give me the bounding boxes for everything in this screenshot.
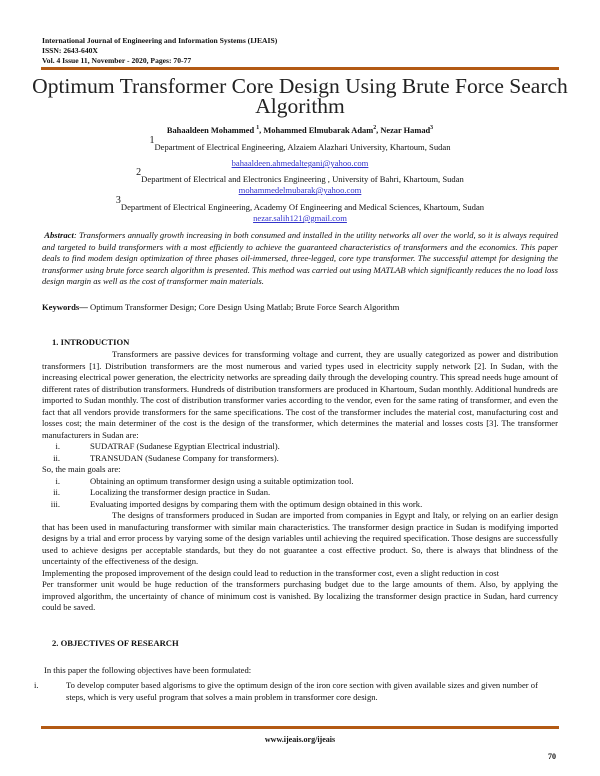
list-number: ii. xyxy=(53,452,60,463)
email-link-1[interactable]: bahaaldeen.ahmedaltegani@yahoo.com xyxy=(231,158,369,168)
footer-url[interactable]: www.ijeais.org/ijeais xyxy=(264,735,336,744)
header-rule xyxy=(41,67,559,70)
list-number: ii. xyxy=(53,487,60,497)
list-number: i. xyxy=(34,680,39,690)
affiliation-sup: 3 xyxy=(115,195,121,206)
abstract-text: : Transformers annually growth increasing in both consumed and installed in the utility networks all over the world, so it is always required and targeted to build transformers with a most efficiently to achieve the guaranteed characteristics of transformers and the economics. This paper deals to find modem design optimization of three phases oil-immersed, three-legged, core type transformer. The successful attempt for designing the transformer using brute force search algorithm is presented. This method was carried out using MATLAB which significantly reduces the no load loss design margin as well as the cost of transformer main materials. xyxy=(42,230,558,286)
list-item xyxy=(42,453,558,465)
affiliation-3 xyxy=(20,195,580,212)
list-number: i. xyxy=(55,475,60,486)
goals-intro: So, the main goals are: xyxy=(42,464,121,474)
list-number: i. xyxy=(55,441,60,451)
list-item xyxy=(42,487,558,499)
list-text: TRANSUDAN (Sudanese Company for transformers). xyxy=(90,452,279,463)
abstract-label: Abstract xyxy=(44,230,74,240)
intro-paragraph-4: Per transformer unit would be huge reduction of the transformers purchasing budget due to the large amounts of them. Also, by applying the improved algorithm, the uncertainty of chance of minimum cost is vanished. By localizing the transformer design practice in Sudan, hard currency could be saved. xyxy=(42,579,558,612)
list-text: Evaluating imported designs by comparing them with the optimum design obtained in this work. xyxy=(90,498,423,509)
affiliation-sup: 2 xyxy=(136,167,142,178)
section-heading-objectives: 2. OBJECTIVES OF RESEARCH xyxy=(52,638,179,648)
journal-issn: ISSN: 2643-640X xyxy=(42,46,98,55)
list-text: To develop computer based algorisms to give the optimum design of the iron core section with given available sizes and given number of steps, which is very useful program that solves a main problem in transformer core design. xyxy=(66,680,538,702)
keywords-label: Keywords— xyxy=(42,302,88,312)
list-item xyxy=(34,680,558,703)
abstract xyxy=(42,230,558,288)
list-number: iii. xyxy=(50,498,60,509)
author-2-sup: 2 xyxy=(373,125,377,131)
author-2: , Mohammed Elmubarak Adam xyxy=(259,126,374,135)
list-text: SUDATRAF (Sudanese Egyptian Electrical industrial). xyxy=(90,441,280,451)
footer-rule xyxy=(41,726,559,729)
affiliation-text: Department of Electrical Engineering, Academy Of Engineering and Medical Sciences, Khartoum, Sudan xyxy=(120,202,485,212)
journal-header xyxy=(42,36,558,66)
journal-name: International Journal of Engineering and Information Systems (IJEAIS) xyxy=(42,36,278,45)
page-number: 70 xyxy=(548,752,556,761)
author-1-sup: 1 xyxy=(256,125,260,131)
intro-paragraph-3: Implementing the proposed improvement of the design could lead to reduction in the transformer cost, even a slight reduction in cost xyxy=(42,567,500,578)
affiliation-sup: 1 xyxy=(149,135,155,146)
affiliation-1 xyxy=(20,135,580,152)
paper-title xyxy=(20,76,580,116)
affiliation-text: Department of Electrical and Electronics Engineering , University of Bahri, Khartoum, Sudan xyxy=(141,174,464,184)
list-item xyxy=(42,499,558,511)
list-item xyxy=(42,476,558,488)
affiliation-text: Department of Electrical Engineering, Alzaiem Alazhari University, Khartoum, Sudan xyxy=(154,142,451,152)
author-3-sup: 3 xyxy=(430,125,434,131)
email-link-3[interactable]: nezar.salih121@gmail.com xyxy=(253,213,347,223)
objectives-intro: In this paper the following objectives have been formulated: xyxy=(44,665,252,675)
journal-volume: Vol. 4 Issue 11, November - 2020, Pages: 70-77 xyxy=(42,56,192,65)
keywords xyxy=(42,302,558,314)
email-link-2[interactable]: mohammedelmubarak@yahoo.com xyxy=(238,185,362,195)
intro-paragraph-2: The designs of transformers produced in Sudan are imported from companies in Egypt and Italy, or relying on an earlier design that has been used in manufacturing transformer with similar main characteristics. The transformer design practice in Sudan is modifying imported designs by a trial and error process by varying some of the design variables until achieving the required specification. Those designs are successfully used to achieve designs per acceptable standards, but they do not guarantee a cost effective product. So, there is always that blindness of the uncertainty of the effectiveness of the design. xyxy=(42,510,558,566)
title-line-2: Algorithm xyxy=(255,94,345,118)
title-line-1: Optimum Transformer Core Design Using Brute Force Search xyxy=(32,74,568,98)
keywords-text: Optimum Transformer Design; Core Design Using Matlab; Brute Force Search Algorithm xyxy=(87,302,400,312)
introduction-body xyxy=(42,349,558,614)
author-3: , Nezar Hamad xyxy=(376,126,431,135)
intro-paragraph-1: Transformers are passive devices for transforming voltage and current, they are usually categorized as power and distribution transformers [1]. Distribution transformers are the most numerous and varied types used in electricity supply network [2]. In Sudan, with the increasing electrical power generation, the electricity networks are spreading daily through the developing country. This spread needs huge amount of different rates of distribution transformers. Hundreds of distribution transformers are produced in Khartoum, Sudan monthly. Additional hundreds are imported to Sudan monthly. The cost of distribution transformer varies according to the vendor, even for the same rating of transformer, and even the fact that all vendors provide transformers for the same specifications. The cost of the transformer includes the material cost, manufacturing cost and losses cost; the main determiner of the cost is the design of the transformer, which determines the material and losses costs [3]. The transformer manufacturers in Sudan are: xyxy=(42,349,558,440)
list-text: Localizing the transformer design practice in Sudan. xyxy=(90,487,271,497)
list-item xyxy=(42,441,558,453)
author-1: Bahaaldeen Mohammed xyxy=(166,126,255,135)
section-heading-introduction: 1. INTRODUCTION xyxy=(52,337,130,347)
list-text: Obtaining an optimum transformer design using a suitable optimization tool. xyxy=(90,475,354,486)
authors xyxy=(20,126,580,135)
affiliation-2 xyxy=(20,167,580,184)
